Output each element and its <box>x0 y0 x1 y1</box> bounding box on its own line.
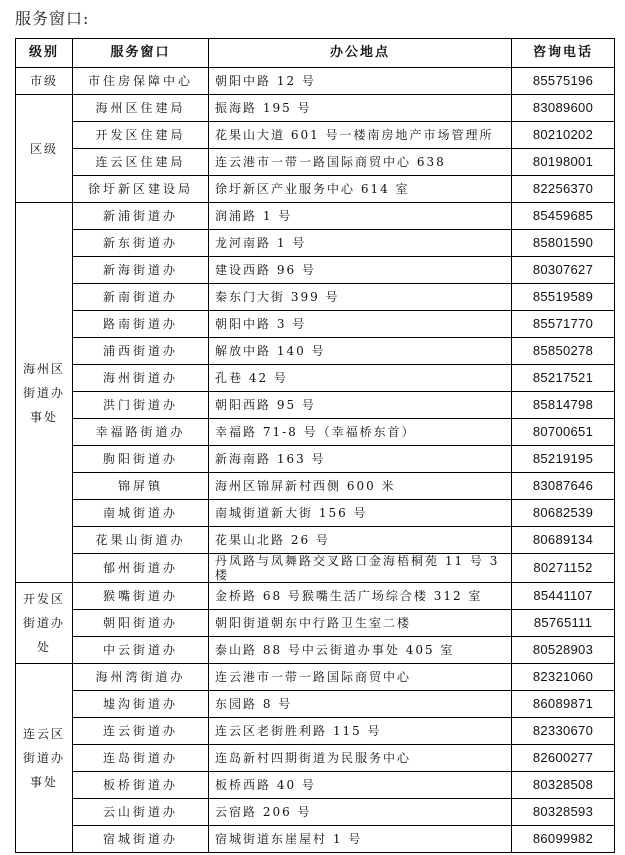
phone-cell: 82330670 <box>512 718 615 745</box>
address-cell: 孔巷 42 号 <box>209 365 512 392</box>
phone-cell: 85814798 <box>512 392 615 419</box>
table-header-row <box>16 39 615 68</box>
table-row <box>16 419 615 446</box>
phone-cell: 85441107 <box>512 583 615 610</box>
window-cell: 宿城街道办 <box>73 826 209 853</box>
address-cell: 南城街道新大街 156 号 <box>209 500 512 527</box>
address-cell: 花果山北路 26 号 <box>209 527 512 554</box>
phone-cell: 85519589 <box>512 284 615 311</box>
phone-cell: 86089871 <box>512 691 615 718</box>
address-cell: 连岛新村四期街道为民服务中心 <box>209 745 512 772</box>
address-cell: 宿城街道东崖屋村 1 号 <box>209 826 512 853</box>
table-row <box>16 664 615 691</box>
level-cell: 市级 <box>16 68 73 95</box>
table-row <box>16 311 615 338</box>
address-cell: 朝阳中路 12 号 <box>209 68 512 95</box>
window-cell: 朐阳街道办 <box>73 446 209 473</box>
header-address: 办公地点 <box>209 39 512 68</box>
address-cell: 板桥西路 40 号 <box>209 772 512 799</box>
level-cell: 连云区 街道办 事处 <box>16 664 73 853</box>
phone-cell: 80210202 <box>512 122 615 149</box>
window-cell: 朝阳街道办 <box>73 610 209 637</box>
address-cell: 云宿路 206 号 <box>209 799 512 826</box>
table-row <box>16 718 615 745</box>
address-cell: 泰山路 88 号中云街道办事处 405 室 <box>209 637 512 664</box>
window-cell: 南城街道办 <box>73 500 209 527</box>
phone-cell: 85217521 <box>512 365 615 392</box>
address-cell: 东园路 8 号 <box>209 691 512 718</box>
table-row <box>16 527 615 554</box>
table-row <box>16 149 615 176</box>
phone-cell: 83087646 <box>512 473 615 500</box>
address-cell: 新海南路 163 号 <box>209 446 512 473</box>
address-cell: 朝阳中路 3 号 <box>209 311 512 338</box>
phone-cell: 85575196 <box>512 68 615 95</box>
table-row <box>16 95 615 122</box>
window-cell: 中云街道办 <box>73 637 209 664</box>
window-cell: 连云街道办 <box>73 718 209 745</box>
table-row <box>16 799 615 826</box>
table-row <box>16 257 615 284</box>
address-cell: 润浦路 1 号 <box>209 203 512 230</box>
window-cell: 云山街道办 <box>73 799 209 826</box>
address-cell: 海州区锦屏新村西侧 600 米 <box>209 473 512 500</box>
table-body <box>16 68 615 853</box>
address-cell: 连云港市一带一路国际商贸中心 <box>209 664 512 691</box>
window-cell: 开发区住建局 <box>73 122 209 149</box>
address-cell: 连云港市一带一路国际商贸中心 638 <box>209 149 512 176</box>
window-cell: 徐圩新区建设局 <box>73 176 209 203</box>
section-heading: 服务窗口: <box>15 9 90 28</box>
table-row <box>16 473 615 500</box>
phone-cell: 80198001 <box>512 149 615 176</box>
phone-cell: 82256370 <box>512 176 615 203</box>
window-cell: 郁州街道办 <box>73 554 209 583</box>
address-cell: 幸福路 71-8 号（幸福桥东首） <box>209 419 512 446</box>
address-cell: 徐圩新区产业服务中心 614 室 <box>209 176 512 203</box>
phone-cell: 85765111 <box>512 610 615 637</box>
phone-cell: 85459685 <box>512 203 615 230</box>
table-row <box>16 365 615 392</box>
window-cell: 新东街道办 <box>73 230 209 257</box>
address-cell: 振海路 195 号 <box>209 95 512 122</box>
phone-cell: 80528903 <box>512 637 615 664</box>
address-cell: 朝阳西路 95 号 <box>209 392 512 419</box>
window-cell: 板桥街道办 <box>73 772 209 799</box>
level-cell: 海州区 街道办 事处 <box>16 203 73 583</box>
address-cell: 龙河南路 1 号 <box>209 230 512 257</box>
address-cell: 朝阳街道朝东中行路卫生室二楼 <box>209 610 512 637</box>
table-row <box>16 230 615 257</box>
table-row <box>16 176 615 203</box>
table-row <box>16 826 615 853</box>
window-cell: 幸福路街道办 <box>73 419 209 446</box>
phone-cell: 80328508 <box>512 772 615 799</box>
window-cell: 猴嘴街道办 <box>73 583 209 610</box>
phone-cell: 85571770 <box>512 311 615 338</box>
phone-cell: 86099982 <box>512 826 615 853</box>
address-cell: 建设西路 96 号 <box>209 257 512 284</box>
phone-cell: 82600277 <box>512 745 615 772</box>
level-cell: 开发区 街道办 处 <box>16 583 73 664</box>
window-cell: 连云区住建局 <box>73 149 209 176</box>
window-cell: 连岛街道办 <box>73 745 209 772</box>
window-cell: 洪门街道办 <box>73 392 209 419</box>
window-cell: 海州湾街道办 <box>73 664 209 691</box>
address-cell: 花果山大道 601 号一楼南房地产市场管理所 <box>209 122 512 149</box>
address-cell: 秦东门大街 399 号 <box>209 284 512 311</box>
address-cell: 丹凤路与凤舞路交叉路口金海梧桐苑 11 号 3 楼 <box>209 554 512 583</box>
address-cell: 连云区老街胜利路 115 号 <box>209 718 512 745</box>
window-cell: 新浦街道办 <box>73 203 209 230</box>
table-row <box>16 772 615 799</box>
phone-cell: 80328593 <box>512 799 615 826</box>
phone-cell: 83089600 <box>512 95 615 122</box>
table-row <box>16 554 615 583</box>
window-cell: 花果山街道办 <box>73 527 209 554</box>
window-cell: 市住房保障中心 <box>73 68 209 95</box>
table-row <box>16 500 615 527</box>
phone-cell: 85219195 <box>512 446 615 473</box>
header-window: 服务窗口 <box>73 39 209 68</box>
table-row <box>16 691 615 718</box>
phone-cell: 80271152 <box>512 554 615 583</box>
phone-cell: 85850278 <box>512 338 615 365</box>
phone-cell: 80307627 <box>512 257 615 284</box>
table-row <box>16 392 615 419</box>
window-cell: 锦屏镇 <box>73 473 209 500</box>
window-cell: 墟沟街道办 <box>73 691 209 718</box>
phone-cell: 80700651 <box>512 419 615 446</box>
address-cell: 金桥路 68 号猴嘴生活广场综合楼 312 室 <box>209 583 512 610</box>
service-window-table <box>15 38 615 853</box>
header-level: 级别 <box>16 39 73 68</box>
table-row <box>16 203 615 230</box>
table-row <box>16 745 615 772</box>
table-row <box>16 338 615 365</box>
phone-cell: 85801590 <box>512 230 615 257</box>
table-row <box>16 610 615 637</box>
window-cell: 海州街道办 <box>73 365 209 392</box>
phone-cell: 80682539 <box>512 500 615 527</box>
table-row <box>16 583 615 610</box>
window-cell: 海州区住建局 <box>73 95 209 122</box>
table-row <box>16 122 615 149</box>
address-cell: 解放中路 140 号 <box>209 338 512 365</box>
level-cell: 区级 <box>16 95 73 203</box>
table-row <box>16 284 615 311</box>
table-row <box>16 637 615 664</box>
window-cell: 新海街道办 <box>73 257 209 284</box>
phone-cell: 82321060 <box>512 664 615 691</box>
window-cell: 新南街道办 <box>73 284 209 311</box>
table-row <box>16 446 615 473</box>
window-cell: 浦西街道办 <box>73 338 209 365</box>
table-row <box>16 68 615 95</box>
phone-cell: 80689134 <box>512 527 615 554</box>
window-cell: 路南街道办 <box>73 311 209 338</box>
header-phone: 咨询电话 <box>512 39 615 68</box>
